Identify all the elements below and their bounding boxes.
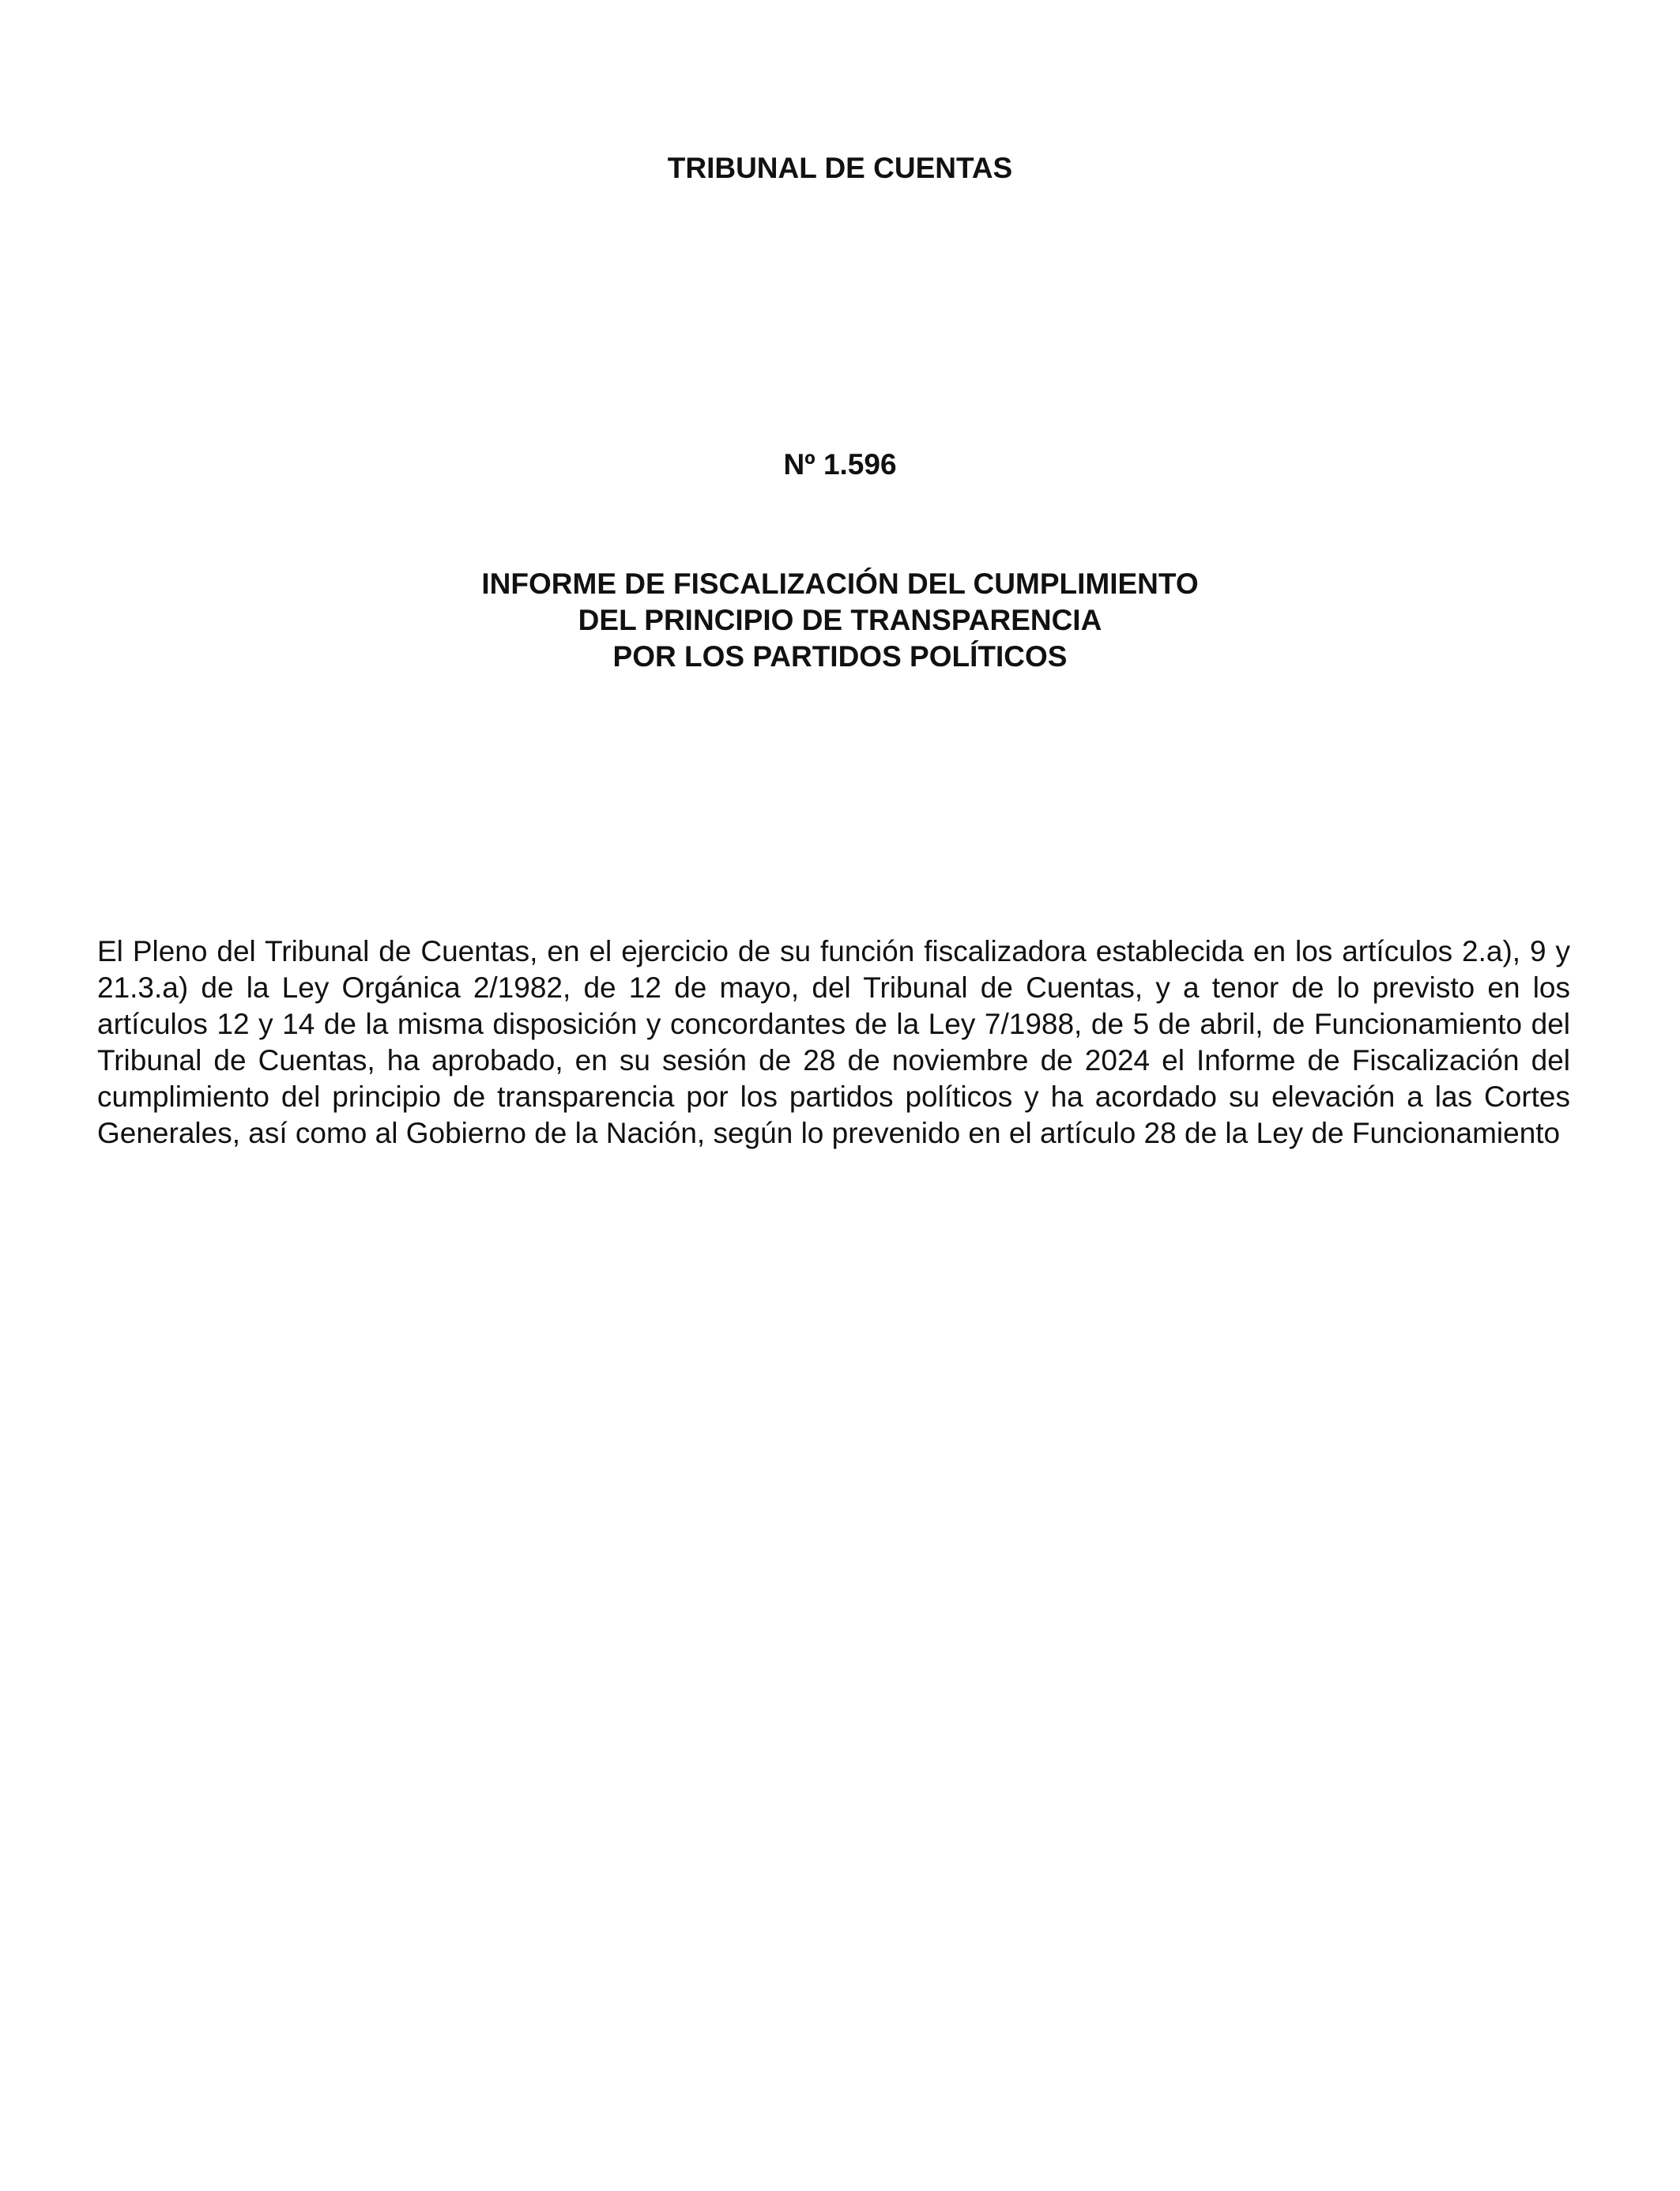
report-title-line-2: DEL PRINCIPIO DE TRANSPARENCIA — [578, 604, 1102, 636]
report-number: Nº 1.596 — [783, 448, 897, 481]
report-title-line-3: POR LOS PARTIDOS POLÍTICOS — [612, 640, 1068, 673]
organization-heading: TRIBUNAL DE CUENTAS — [667, 152, 1013, 184]
report-title-line-1: INFORME DE FISCALIZACIÓN DEL CUMPLIMIENTO — [481, 568, 1199, 600]
report-title — [0, 566, 1680, 675]
approval-paragraph: El Pleno del Tribunal de Cuentas, en el ejercicio de su función fiscalizadora establecida en los artículos 2.a), 9 y 21.3.a) de la Ley Orgánica 2/1982, de 12 de mayo, del Tribunal de Cuentas, y a tenor de lo previsto en los artículos 12 y 14 de la misma disposición y concordantes de la Ley 7/1988, de 5 de abril, de Funcionamiento del Tribunal de Cuentas, ha aprobado, en su sesión de 28 de noviembre de 2024 el Informe de Fiscalización del cumplimiento del principio de transparencia por los partidos políticos y ha acordado su elevación a las Cortes Generales, así como al Gobierno de la Nación, según lo prevenido en el artículo 28 de la Ley de Funcionamiento — [97, 935, 1570, 1149]
